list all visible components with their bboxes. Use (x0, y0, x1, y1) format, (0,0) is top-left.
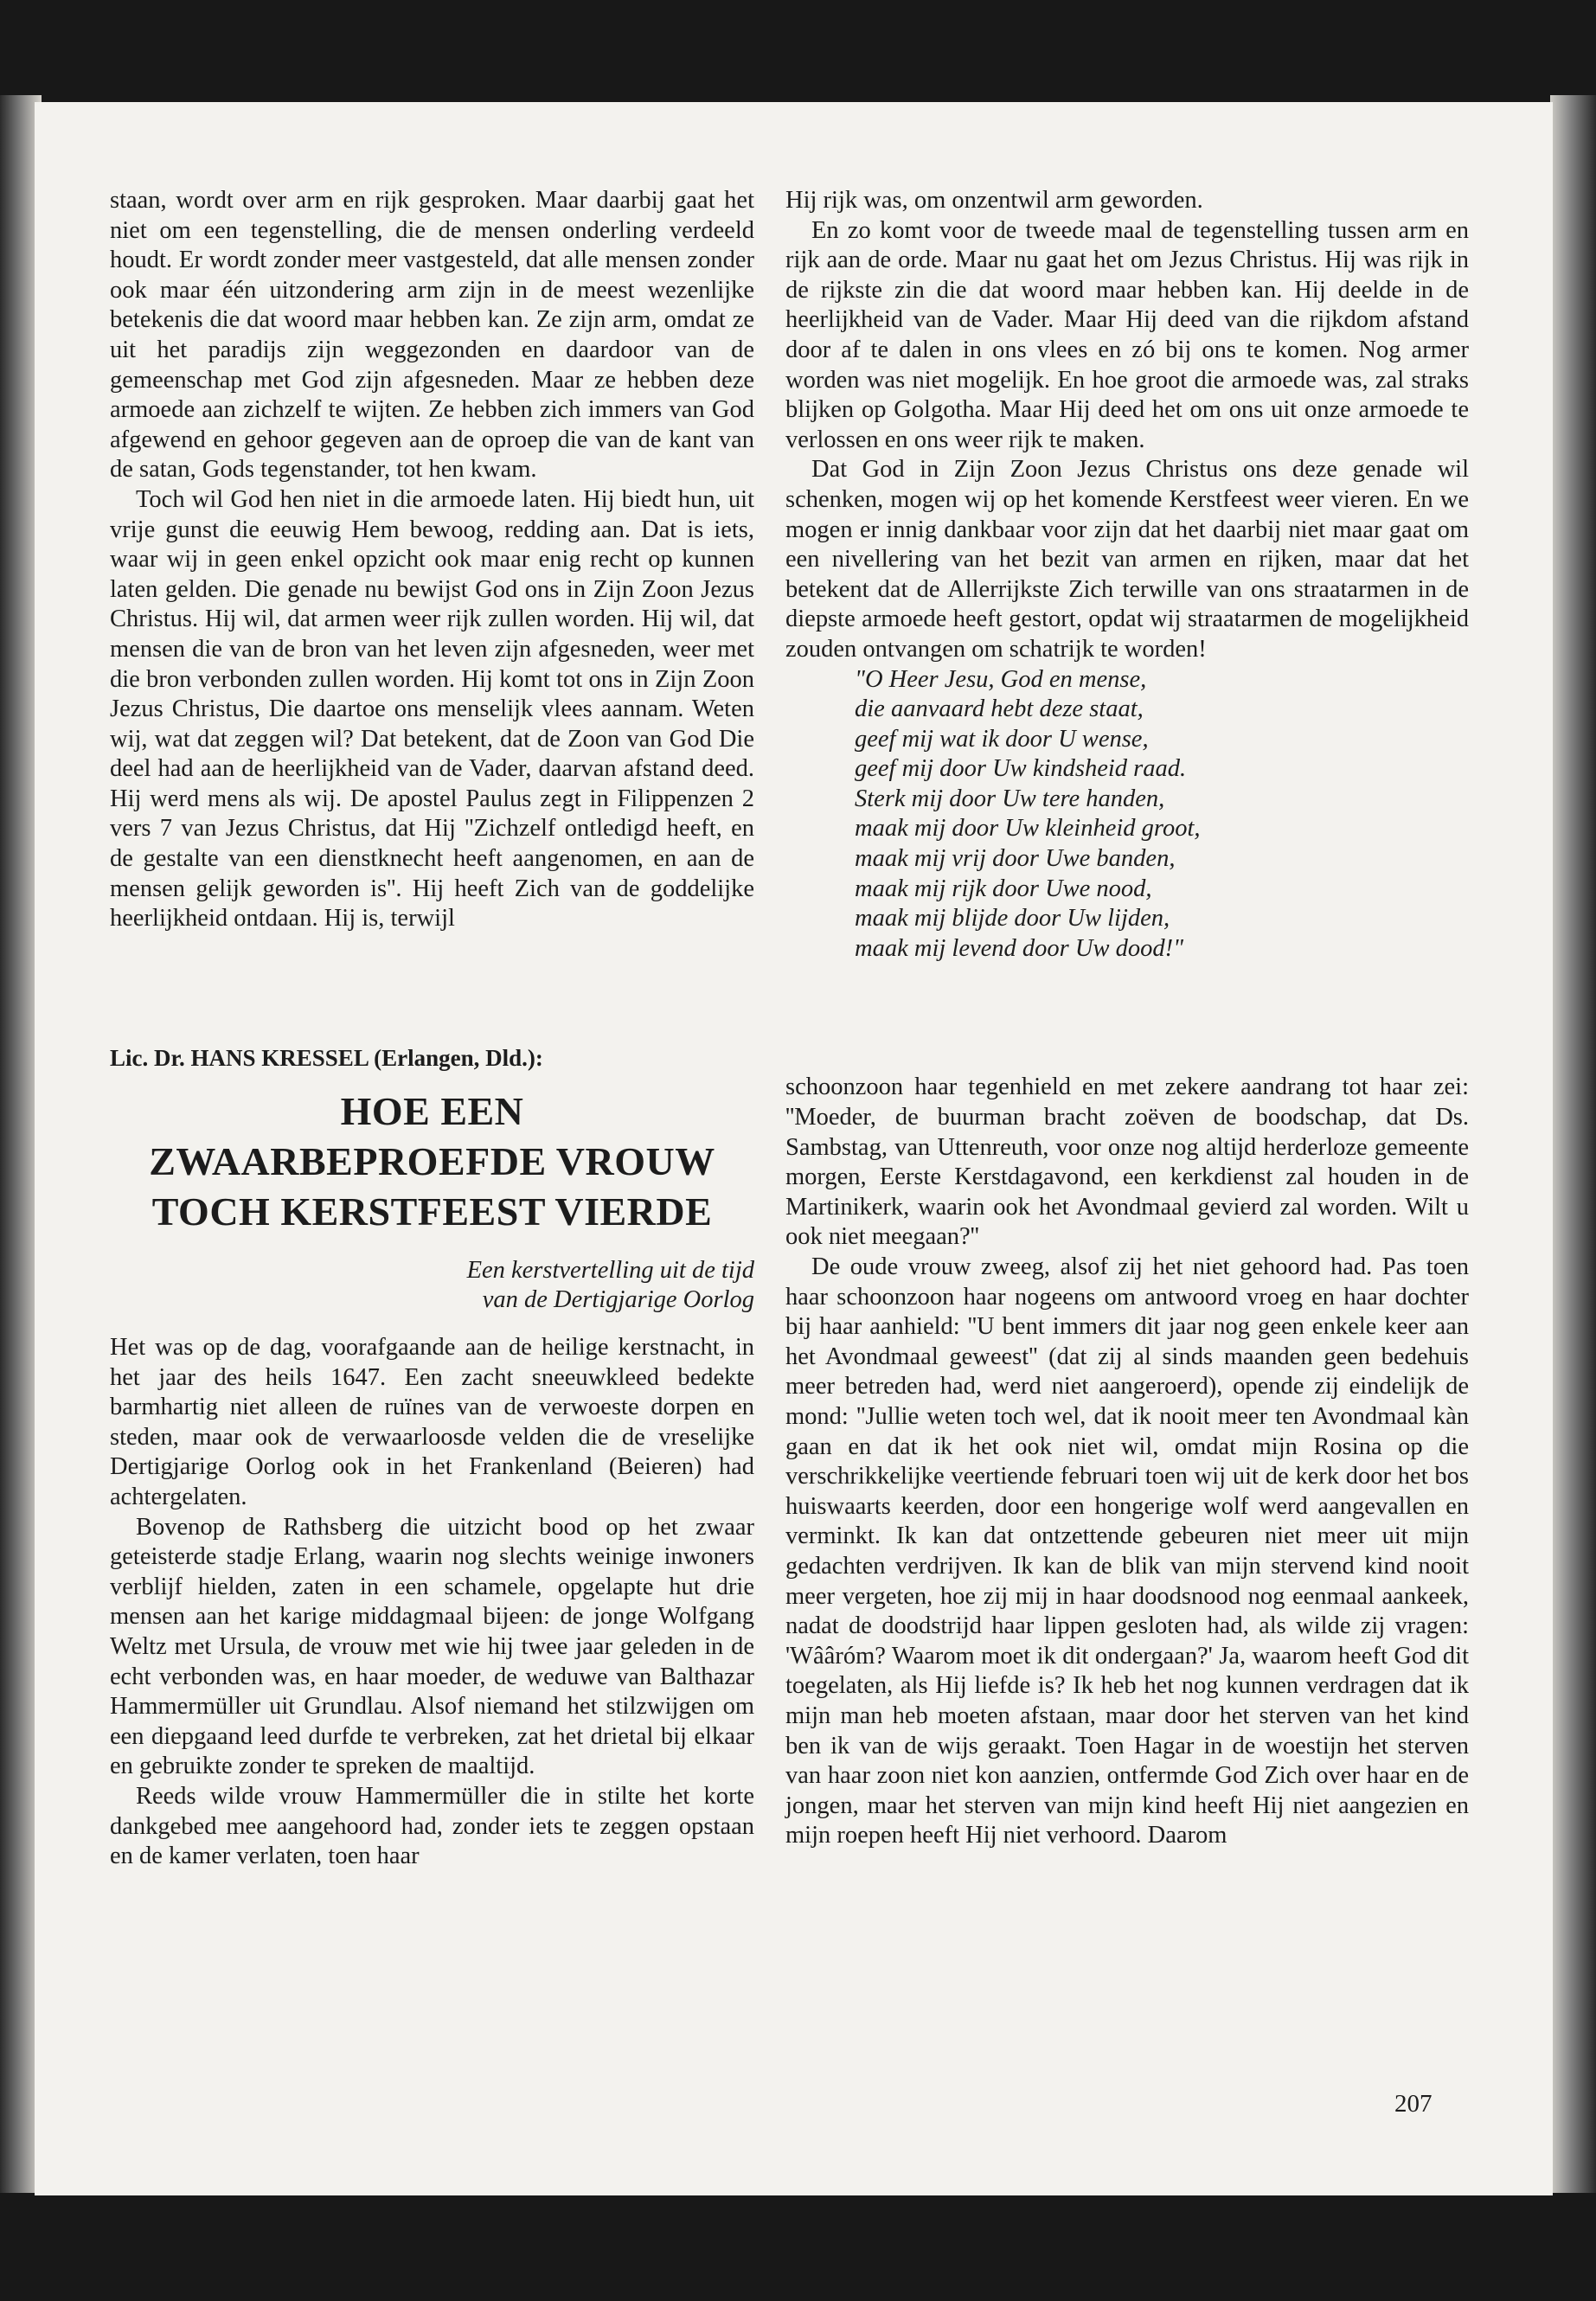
right-column (785, 186, 1469, 1851)
title-line: ZWAARBEPROEFDE VROUW (149, 1138, 715, 1183)
scan-top-border (0, 0, 1596, 104)
verse-line: maak mij vrij door Uwe banden, (855, 845, 1176, 873)
book-page (35, 102, 1553, 2195)
paragraph: En zo komt voor de tweede maal de tegenstelling tussen arm en rijk aan de orde. Maar nu gaat het om Jezus Christus. Hij was rijk in de rijkste zin die dat woord maar hebben kan. Hij deelde in de heerlijkheid van de Vader. Maar Hij deed van die rijkdom afstand door af te dalen in ons vlees en zó bij ons te komen. Nog armer worden was niet mogelijk. En hoe groot die armoede was, zal straks blijken op Golgotha. Maar Hij deed het om ons uit onze armoede te verlossen en ons weer rijk te maken. (785, 216, 1469, 453)
verse-line: maak mij door Uw kleinheid groot, (855, 815, 1201, 843)
verse-line: Sterk mij door Uw tere handen, (855, 785, 1165, 812)
paragraph: Dat God in Zijn Zoon Jezus Christus ons deze genade wil schenken, mogen wij op het komende Kerstfeest weer vieren. En we mogen er innig dankbaar voor zijn dat het daarbij niet maar gaat om een nivellering van het bezit van armen en rijken, maar dat het betekent dat de Allerrijkste Zich terwille van ons straatarmen in de diepste armoede heeft gestort, opdat wij straatarmen de mogelijkheid zouden ontvangen om schatrijk te worden! (785, 456, 1469, 663)
title-line: TOCH KERSTFEEST VIERDE (151, 1189, 713, 1234)
article-subtitle (110, 1256, 754, 1316)
verse-line: "O Heer Jesu, God en mense, (855, 665, 1147, 693)
article-title (110, 1086, 754, 1237)
scan-bottom-border (0, 2193, 1596, 2301)
verse-line: geef mij wat ik door U wense, (855, 725, 1149, 753)
subtitle-line: Een kerstvertelling uit de tijd (466, 1256, 754, 1284)
title-line: HOE EEN (340, 1088, 524, 1133)
paragraph: Reeds wilde vrouw Hammermüller die in stilte het korte dankgebed mee aangehoord had, zonder iets te zeggen opstaan en de kamer verlaten, toen haar (110, 1782, 754, 1870)
paragraph: schoonzoon haar tegenhield en met zekere aandrang tot haar zei: ''Moeder, de buurman bracht zoëven de boodschap, dat Ds. Sambstag, van Uttenreuth, voor onze nog altijd herderloze gemeente morgen, Eerste Kerstdagavond, een kerkdienst zal houden in de Martinikerk, waarin ook het Avondmaal gevierd zal worden. Wilt u ook niet meegaan?'' (785, 1074, 1469, 1251)
subtitle-line: van de Dertigjarige Oorlog (482, 1286, 754, 1314)
verse-line: maak mij rijk door Uwe nood, (855, 875, 1152, 902)
verse-line: die aanvaard hebt deze staat, (855, 695, 1144, 723)
verse-line: maak mij levend door Uw dood!" (855, 934, 1184, 962)
page-edge-shadow (1550, 95, 1596, 2206)
paragraph: Toch wil God hen niet in die armoede laten. Hij biedt hun, uit vrije gunst die eeuwig Hem bewoog, redding aan. Dat is iets, waar wij in geen enkel opzicht ook maar enig recht op kunnen laten gelden. Die genade nu bewijst God ons in Zijn Zoon Jezus Christus. Hij wil, dat armen weer rijk zullen worden. Hij wil, dat mensen die van de bron van het leven zijn afgesneden, weer met die bron verbonden zullen worden. Hij komt tot ons in Zijn Zoon Jezus Christus, Die daartoe ons menselijk vlees aannam. Weten wij, wat dat zeggen wil? Dat betekent, dat de Zoon van God Die deel had aan de heerlijkheid van de Vader, daarvan afstand deed. Hij werd mens als wij. De apostel Paulus zegt in Filippenzen 2 vers 7 van Jezus Christus, dat Hij ''Zichzelf ontledigd heeft, en de gestalte van een dienstknecht heeft aangenomen, en aan de mensen gelijk geworden is''. Hij heeft Zich van de goddelijke heerlijkheid ontdaan. Hij is, terwijl (110, 485, 754, 933)
paragraph: De oude vrouw zweeg, alsof zij het niet gehoord had. Pas toen haar schoonzoon haar nogeens om antwoord vroeg en haar dochter bij haar aanhield: ''U bent immers dit jaar nog geen enkele keer aan het Avondmaal geweest'' (dat zij al sinds maanden geen bedehuis meer betreden had, werd niet aangeroerd), opende zij eindelijk de mond: ''Jullie weten toch wel, dat ik nooit meer ten Avondmaal kàn gaan en dat ik het ook niet wil, omdat mijn Rosina op die verschrikkelijke veertiende februari toen wij uit de kerk door het bos huiswaarts keerden, door een hongerige wolf werd aangevallen en verminkt. Ik kan dat ontzettende gebeuren niet meer uit mijn gedachten verdrijven. Ik kan de blik van mijn stervend kind nooit meer vergeten, hoe zij mij in haar doodsnood nog eenmaal aankeek, nadat de doodstrijd haar lippen gesloten had, als wilde zij vragen: 'Wââróm? Waarom moet ik dit ondergaan?' Ja, waarom heeft God dit toegelaten, als Hij liefde is? Ik heb het nog kunnen verdragen dat ik mijn man heb moeten afstaan, maar door het sterven van het kind ben ik van de wijs geraakt. Toen Hagar in de woestijn het sterven van haar zoon niet kon aanzien, ontfermde God Zich over haar en de jongen, maar het sterven van mijn kind heeft Hij niet aangezien en mijn roepen heeft Hij niet verhoord. Daarom (785, 1253, 1469, 1849)
article-byline: Lic. Dr. HANS KRESSEL (Erlangen, Dld.): (110, 1044, 543, 1071)
verse-line: maak mij blijde door Uw lijden, (855, 905, 1170, 933)
paragraph: Bovenop de Rathsberg die uitzicht bood op het zwaar geteisterde stadje Erlang, waarin nog slechts weinige inwoners verblijf hielden, zaten in een schamele, opgelapte hut drie mensen aan het karige middagmaal bijeen: de jonge Wolfgang Weltz met Ursula, de vrouw met wie hij twee jaar geleden in de echt verbonden was, en haar moeder, de weduwe van Balthazar Hammermüller uit Grundlau. Alsof niemand het stilzwijgen om een diepgaand leed durfde te verbreken, zat het drietal bij elkaar en gebruikte zonder te spreken de maaltijd. (110, 1513, 754, 1780)
paragraph: staan, wordt over arm en rijk gesproken. Maar daarbij gaat het niet om een tegenstelling, die de mensen onderling verdeeld houdt. Er wordt zonder meer vastgesteld, dat alle mensen zonder ook maar één uitzondering arm zijn in de meest wezenlijke betekenis die dat woord maar hebben kan. Ze zijn arm, omdat ze uit het paradijs zijn weggezonden en daardoor van de gemeenschap met God zijn afgesneden. Maar ze hebben deze armoede aan zichzelf te wijten. Ze hebben zich immers van God afgewend en gehoor gegeven aan de oproep die van de kant van de satan, Gods tegenstander, tot hen kwam. (110, 187, 754, 484)
left-column (110, 186, 754, 1872)
paragraph: Het was op de dag, voorafgaande aan de heilige kerstnacht, in het jaar des heils 1647. Een zacht sneeuwkleed bedekte barmhartig niet alleen de ruïnes van de verwoeste dorpen en steden, maar ook de verwaarloosde velden die de vreselijke Dertigjarige Oorlog ook in het Frankenland (Beieren) had achtergelaten. (110, 1334, 754, 1510)
verse-line: geef mij door Uw kindsheid raad. (855, 755, 1187, 783)
hymn-verse (785, 665, 1469, 965)
page-number: 207 (1394, 2090, 1433, 2118)
paragraph: Hij rijk was, om onzentwil arm geworden. (785, 187, 1203, 214)
